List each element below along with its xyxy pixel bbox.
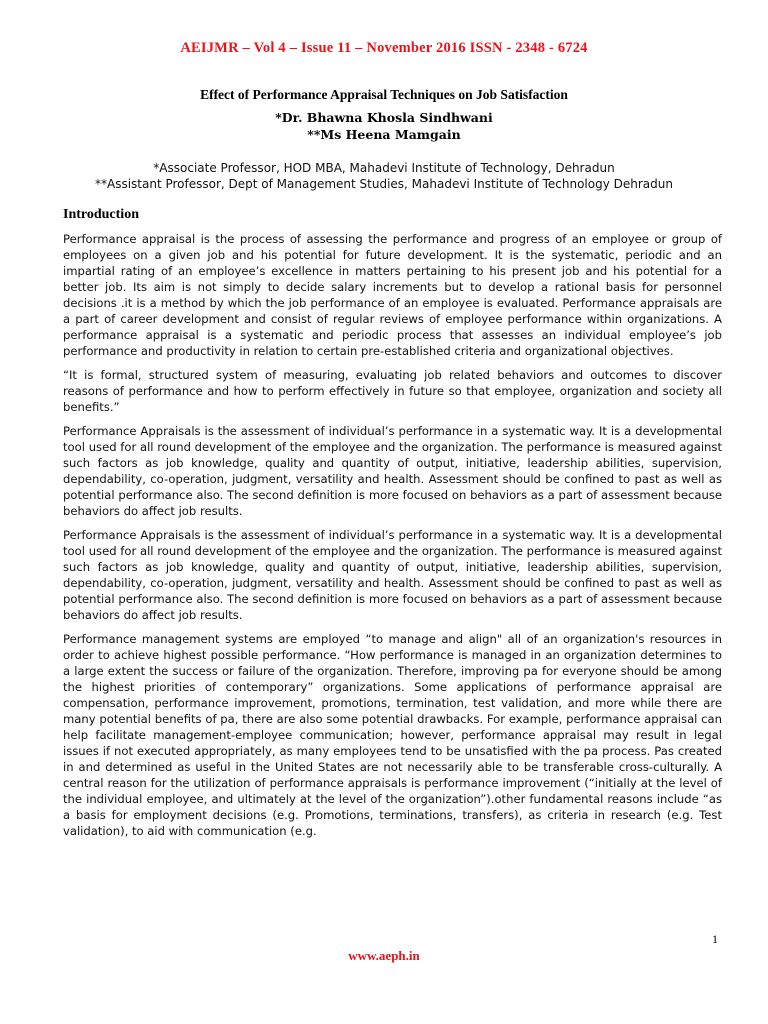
paragraph-2: “It is formal, structured system of measuring, evaluating job related behaviors and outcomes to discover reasons of performance and how to perform effectively in future so that employee, organization and society all benefits.”	[63, 368, 722, 414]
footer-url-link[interactable]: www.aeph.in	[348, 948, 420, 963]
body-text	[63, 231, 722, 847]
paragraph-4: Performance Appraisals is the assessment of individual’s performance in a systematic way. It is a developmental tool used for all round development of the employee and the organization. The performance is measured against such factors as job knowledge, quality and quantity of output, initiative, leadership abilities, supervision, dependability, co-operation, judgment, versatility and health. Assessment should be confined to past as well as potential performance also. The second definition is more focused on behaviors as a part of assessment because behaviors do affect job results.	[63, 528, 722, 622]
paragraph-5: Performance management systems are employed “to manage and align" all of an organization's resources in order to achieve highest possible performance. “How performance is managed in an organization determines to a large extent the success or failure of the organization. Therefore, improving pa for everyone should be among the highest priorities of contemporary” organizations. Some applications of performance appraisal are compensation, performance improvement, promotions, termination, test validation, and more while there are many potential benefits of pa, there are also some potential drawbacks. For example, performance appraisal can help facilitate management-employee communication; however, performance appraisal may result in legal issues if not executed appropriately, as many employees tend to be unsatisfied with the pa process. Pas created in and determined as useful in the United States are not necessarily able to be transferable cross-culturally. A central reason for the utilization of performance appraisals is performance improvement (“initially at the level of the individual employee, and ultimately at the level of the organization”).other fundamental reasons include “as a basis for employment decisions (e.g. Promotions, terminations, transfers), as criteria in research (e.g. Test validation), to aid with communication (e.g.	[63, 632, 722, 838]
affiliation-2: **Assistant Professor, Dept of Management Studies, Mahadevi Institute of Technology Dehradun	[94, 177, 673, 191]
journal-header: AEIJMR – Vol 4 – Issue 11 – November 2016 ISSN - 2348 - 6724	[180, 40, 588, 56]
paragraph-3: Performance Appraisals is the assessment of individual’s performance in a systematic way. It is a developmental tool used for all round development of the employee and the organization. The performance is measured against such factors as job knowledge, quality and quantity of output, initiative, leadership abilities, supervision, dependability, co-operation, judgment, versatility and health. Assessment should be confined to past as well as potential performance also. The second definition is more focused on behaviors as a part of assessment because behaviors do affect job results.	[63, 424, 722, 518]
author-1: *Dr. Bhawna Khosla Sindhwani	[275, 110, 493, 125]
author-2: **Ms Heena Mamgain	[307, 127, 461, 142]
article-title: Effect of Performance Appraisal Techniques on Job Satisfaction	[200, 87, 568, 102]
section-heading-introduction: Introduction	[63, 207, 139, 222]
page-number: 1	[712, 932, 718, 946]
paragraph-1: Performance appraisal is the process of assessing the performance and progress of an employee or group of employees on a given job and his potential for future development. It is the systematic, periodic and an impartial rating of an employee’s excellence in matters pertaining to his present job and his potential for a better job. Its aim is not simply to decide salary increments but to develop a rational basis for personnel decisions .it is a method by which the job performance of an employee is evaluated. Performance appraisals are a part of career development and consist of regular reviews of employee performance within organizations. A performance appraisal is a systematic and periodic process that assesses an individual employee’s job performance and productivity in relation to certain pre-established criteria and organizational objectives.	[63, 232, 722, 358]
affiliation-1: *Associate Professor, HOD MBA, Mahadevi Institute of Technology, Dehradun	[153, 161, 615, 175]
